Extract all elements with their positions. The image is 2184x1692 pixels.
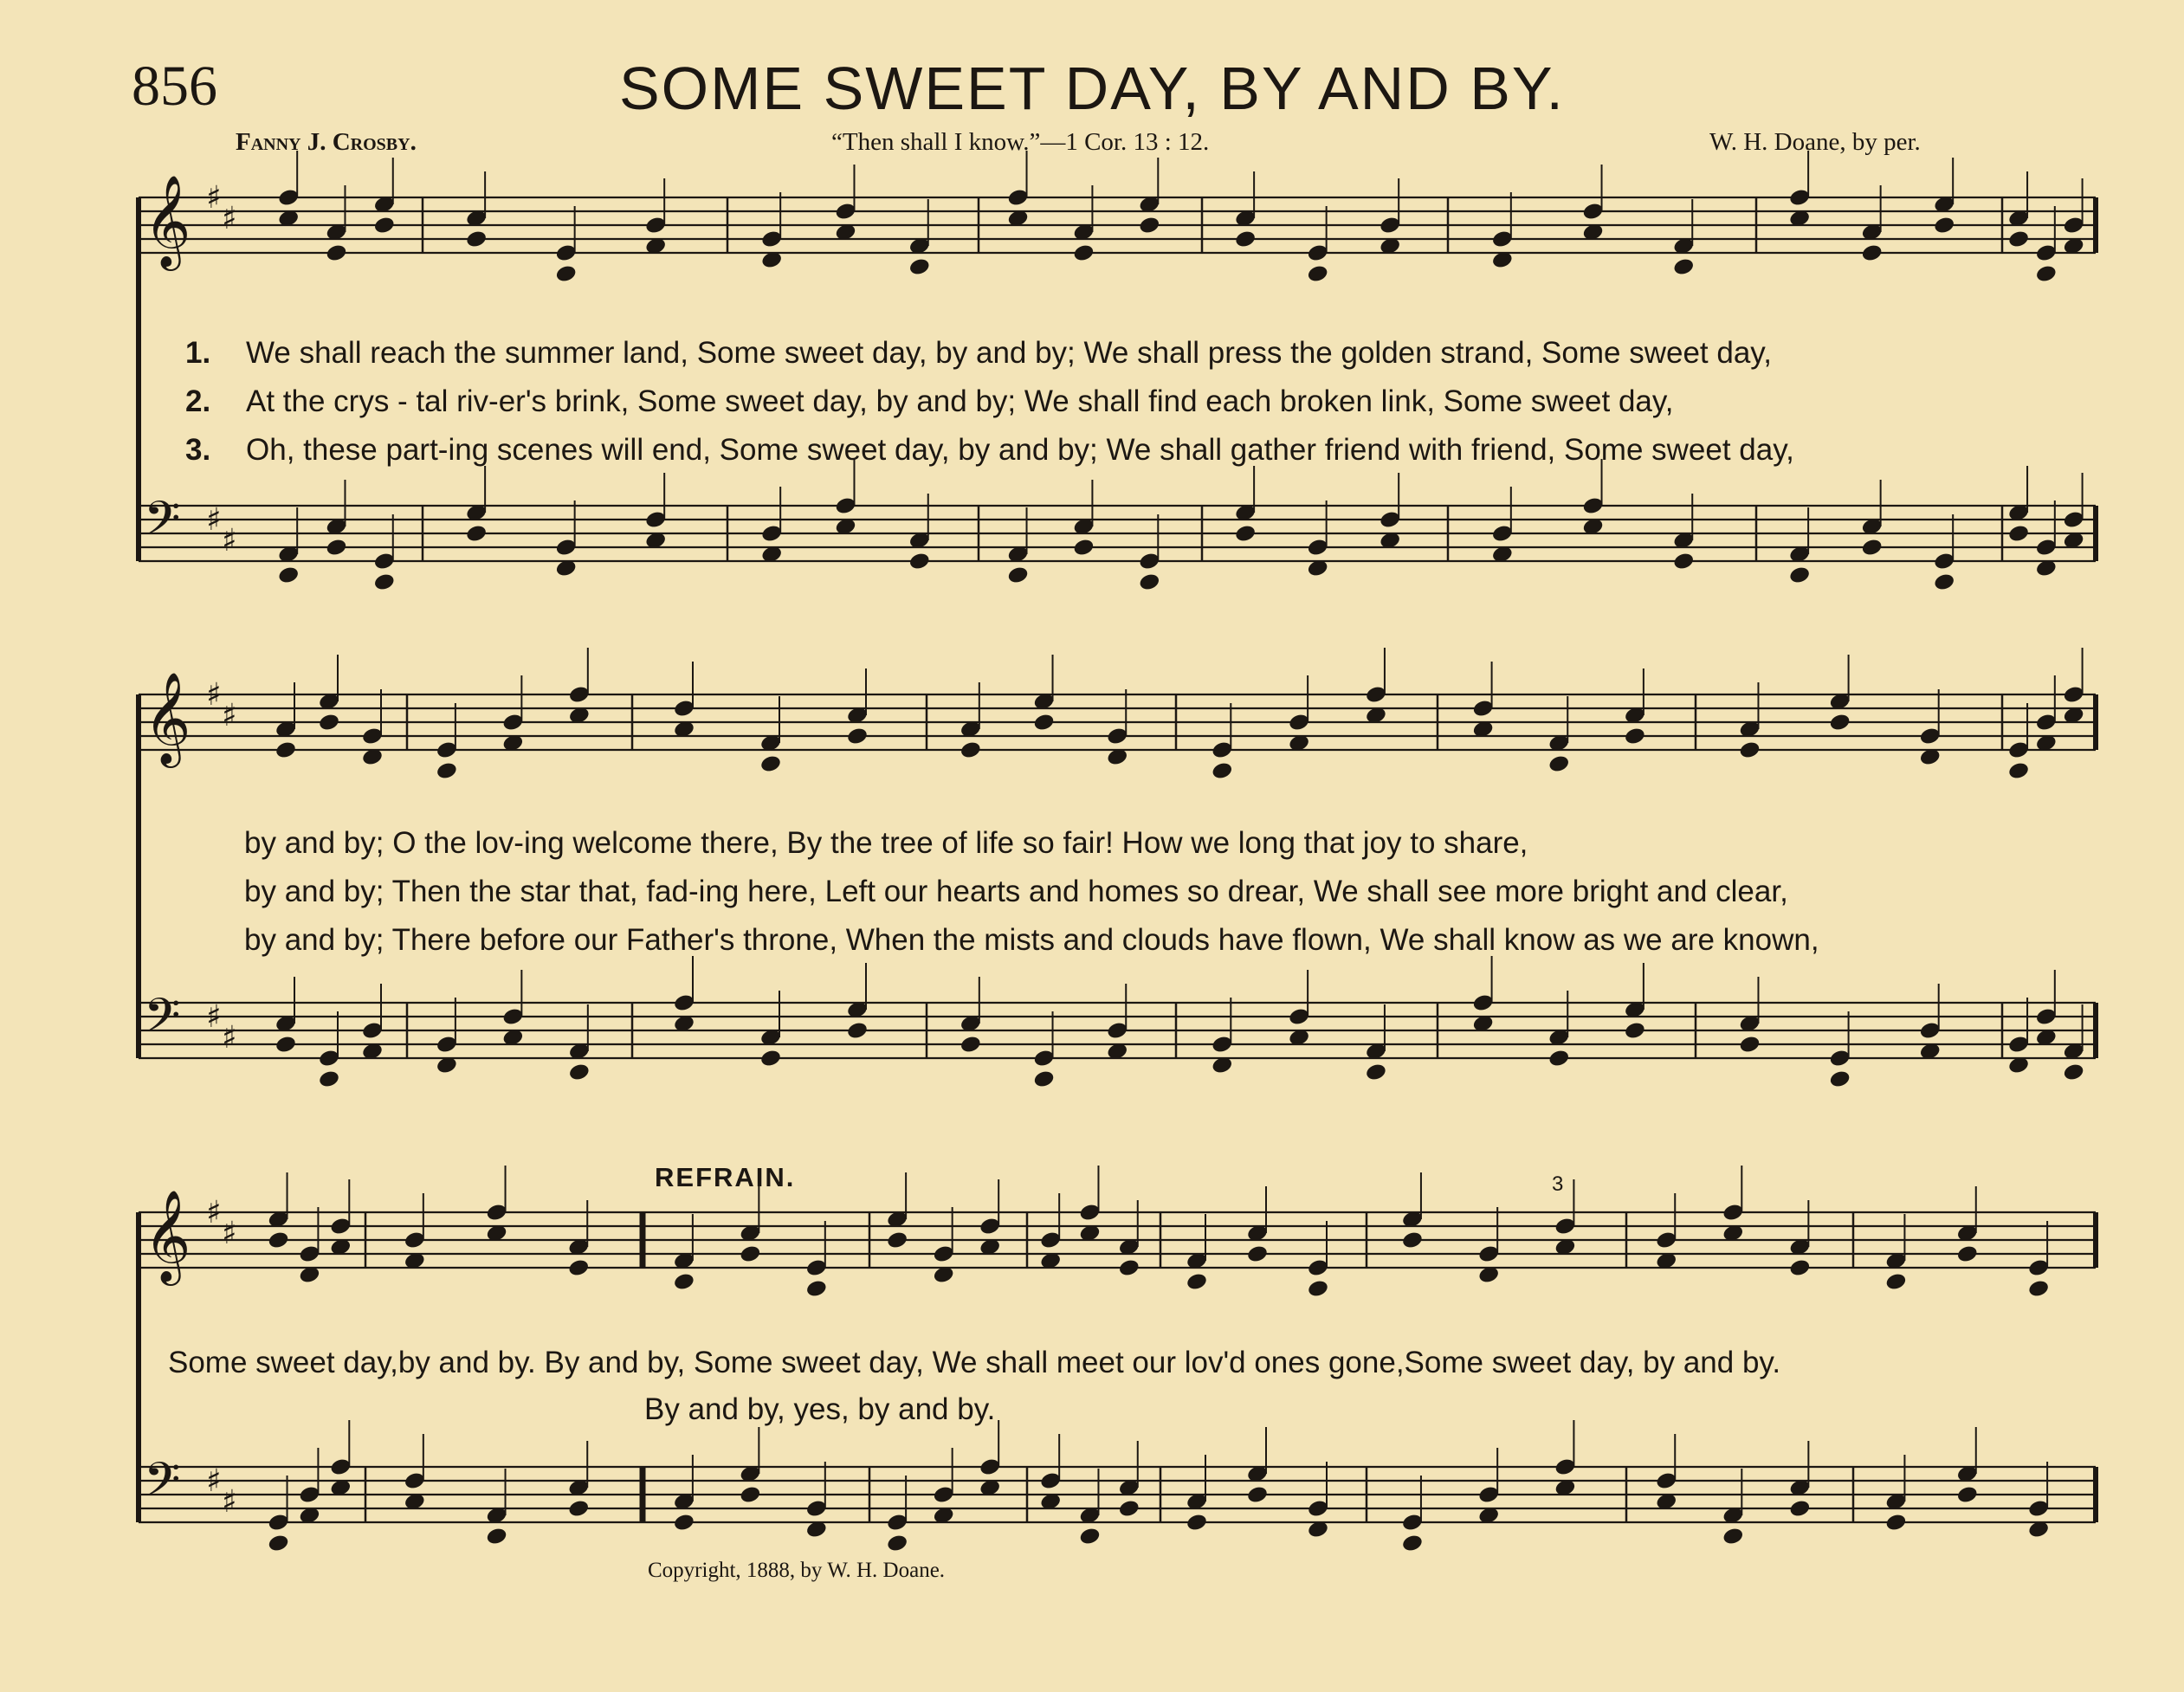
note-head [1722,1527,1744,1547]
sharp-icon: ♯ [222,201,237,236]
note-head [1788,1499,1811,1519]
note-head [908,257,931,277]
note-head [1548,754,1570,774]
note-head [567,1258,590,1278]
note-head [318,713,340,733]
sharp-icon: ♯ [222,523,237,559]
note-head [739,1244,761,1264]
sharp-icon: ♯ [206,1195,222,1230]
note-head [1072,538,1095,558]
note-head [1788,565,1811,585]
verse-lyric: At the crys - tal riv-er's brink, Some sweet day, by and by; We shall find each broken link, Some sweet day, [246,384,1674,418]
note-head [1861,243,1884,263]
note-head [1956,1485,1979,1505]
note-head [485,1527,507,1547]
verse-lyric: We shall reach the summer land, Some sweet day, by and by; We shall press the golden strand, Some sweet day, [246,336,1772,370]
note-head [1548,1049,1570,1069]
note-head [1138,216,1160,236]
note-head [1624,727,1646,746]
note-head [739,1485,761,1505]
verse-number: 3. [185,433,211,467]
note-head [1186,1272,1208,1292]
note-head [325,538,347,558]
verse-number: 1. [185,336,211,370]
scripture-epigraph: “Then shall I know.”—1 Cor. 13 : 12. [831,128,1210,156]
verse-lyric: Oh, these part-ing scenes will end, Some sweet day, by and by; We shall gather friend with friend, Some sweet day, [246,433,1794,467]
note-head [1032,713,1055,733]
note-head [1829,1069,1851,1089]
note-head [2035,264,2058,284]
note-head [1738,740,1761,760]
note-head [960,1035,982,1055]
copyright-notice: Copyright, 1888, by W. H. Doane. [648,1559,946,1582]
note-head [1211,761,1233,781]
note-head [1118,1258,1140,1278]
note-head [1234,229,1257,249]
note-head [1006,565,1029,585]
note-head [846,1021,869,1041]
sharp-icon: ♯ [206,1463,222,1499]
note-head [886,1230,908,1250]
sharp-icon: ♯ [222,698,237,733]
refrain-lyric: Some sweet day,by and by. By and by, Some sweet day, We shall meet our lov'd ones gone,Some sweet day, by and by. [168,1346,1781,1379]
sharp-icon: ♯ [206,502,222,538]
composer-credit: W. H. Doane, by per. [1709,128,1921,156]
sharp-icon: ♯ [222,1020,237,1056]
note-head [805,1279,828,1299]
note-head [1933,572,1955,592]
note-head [1401,1534,1424,1553]
note-head [1234,524,1257,544]
note-head [1624,1021,1646,1041]
note-head [567,1499,590,1519]
verse2-line-3: by and by; There before our Father's throne, When the mists and clouds have flown, We shall know as we are known, [244,923,1819,957]
treble-clef-icon: 𝄞 [144,174,191,267]
note-head [1078,1527,1101,1547]
treble-clef-icon: 𝄞 [144,1189,191,1282]
note-head [908,552,931,572]
note-head [373,216,396,236]
triplet-mark: 3 [1552,1172,1564,1196]
note-head [1032,1069,1055,1089]
note-head [2007,761,2030,781]
sharp-icon: ♯ [222,1484,237,1520]
treble-clef-icon: 𝄞 [144,671,191,764]
note-head [1933,216,1955,236]
note-head [568,1062,591,1082]
note-head [267,1230,289,1250]
note-head [1672,257,1695,277]
note-head [1861,538,1884,558]
note-head [1829,713,1851,733]
note-head [1956,1244,1979,1264]
note-head [465,229,488,249]
note-head [960,740,982,760]
note-head [759,754,782,774]
refrain-label: REFRAIN. [655,1162,796,1192]
note-head [1186,1513,1208,1533]
note-head [325,243,347,263]
note-head [1307,1279,1329,1299]
note-head [2007,229,2030,249]
note-head [465,524,488,544]
note-head [1884,1513,1907,1533]
note-head [275,1035,297,1055]
hymn-title: SOME SWEET DAY, BY AND BY. [618,55,1566,122]
note-head [1884,1272,1907,1292]
note-head [555,264,578,284]
note-head [673,1513,695,1533]
note-head [759,1049,782,1069]
note-head [673,1272,695,1292]
note-head [1246,1485,1269,1505]
sharp-icon: ♯ [206,677,222,713]
note-head [1246,1244,1269,1264]
sharp-icon: ♯ [206,180,222,216]
note-head [846,727,869,746]
note-head [2027,1279,2050,1299]
bass-clef-icon: 𝄢 [144,988,181,1055]
sharp-icon: ♯ [206,999,222,1035]
note-head [1788,1258,1811,1278]
note-head [1738,1035,1761,1055]
note-head [277,565,300,585]
note-head [1307,264,1329,284]
verse-line-2 [185,384,1674,419]
note-head [2007,524,2030,544]
note-head [267,1534,289,1553]
poet-credit: Fanny J. Crosby. [236,128,417,156]
verse-line-3 [185,433,1794,468]
note-head [1365,1062,1387,1082]
note-head [275,740,297,760]
note-head [436,761,458,781]
note-head [1138,572,1160,592]
note-head [1672,552,1695,572]
note-head [318,1069,340,1089]
note-head [1072,243,1095,263]
bass-clef-icon: 𝄢 [144,1452,181,1519]
page-number: 856 [132,55,217,118]
verse2-line-2: by and by; Then the star that, fad-ing here, Left our hearts and homes so drear, We shall see more bright and clear, [244,875,1788,908]
verse2-line-1: by and by; O the lov-ing welcome there, By the tree of life so fair! How we long that joy to share, [244,826,1528,860]
note-head [886,1534,908,1553]
note-head [1401,1230,1424,1250]
note-head [1118,1499,1140,1519]
note-head [373,572,396,592]
note-head [2063,1062,2085,1082]
bass-clef-icon: 𝄢 [144,491,181,558]
verse-number: 2. [185,384,211,418]
sharp-icon: ♯ [222,1216,237,1251]
refrain-echo: By and by, yes, by and by. [644,1392,996,1426]
verse-line-1 [185,336,1772,371]
